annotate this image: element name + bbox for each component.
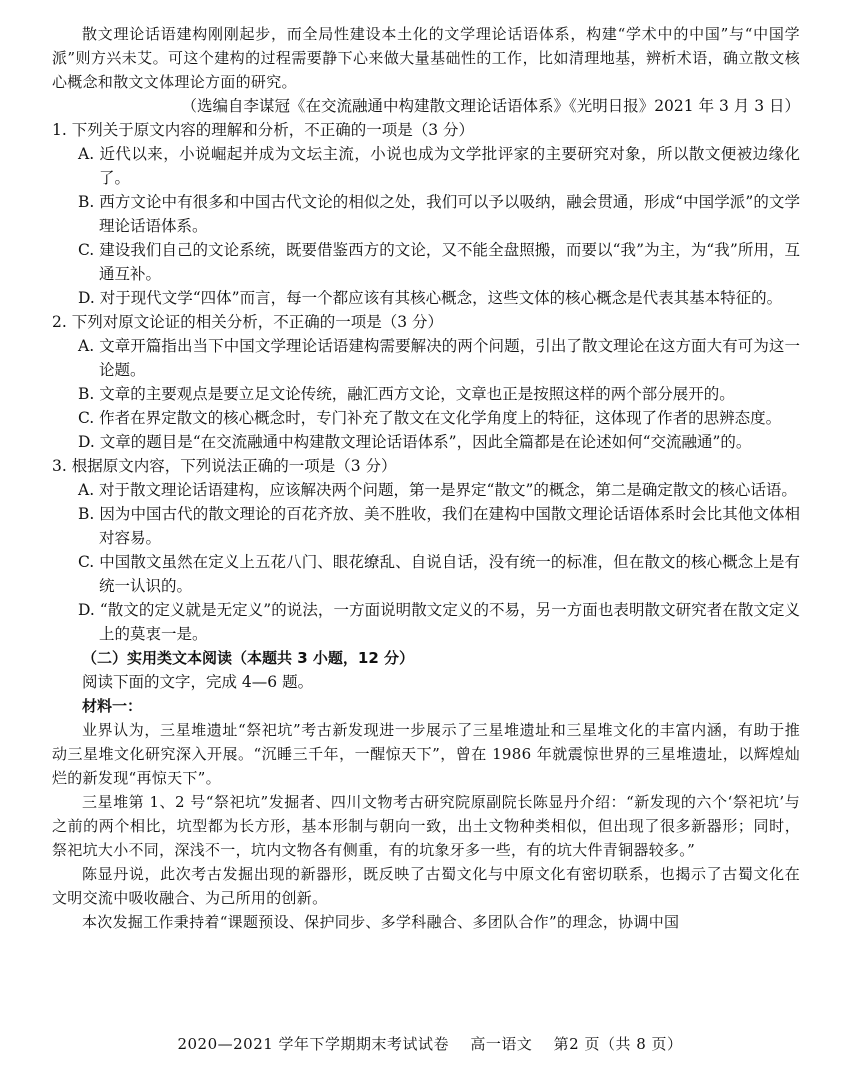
- material-label: 材料一：: [82, 697, 143, 715]
- option-c: C. 作者在界定散文的核心概念时，专门补充了散文在文化学角度上的特征，这体现了作者的思辨态度。: [78, 409, 782, 427]
- option-d: D. “散文的定义就是无定义”的说法，一方面说明散文定义的不易，另一方面也表明散文研究者在散文定义上的莫衷一是。: [78, 601, 800, 643]
- question-3: [52, 454, 800, 646]
- question-1: [52, 118, 800, 310]
- page-footer: [0, 1032, 860, 1056]
- footer-page-number: 第2 页（共 8 页）: [553, 1035, 683, 1053]
- source-citation: （选编自李谋冠《在交流融通中构建散文理论话语体系》《光明日报》2021 年 3 月 3 日）: [181, 97, 800, 115]
- option-a: A. 对于散文理论话语建构，应该解决两个问题，第一是界定“散文”的概念，第二是确定散文的核心话语。: [78, 481, 797, 499]
- material-paragraph: 陈显丹说，此次考古发掘出现的新器形，既反映了古蜀文化与中原文化有密切联系，也揭示了古蜀文化在文明交流中吸收融合、为己所用的创新。: [52, 865, 800, 907]
- intro-paragraph: 散文理论话语建构刚刚起步，而全局性建设本土化的文学理论话语体系，构建“学术中的中国”与“中国学派”则方兴未艾。可这个建构的过程需要静下心来做大量基础性的工作，比如清理地基，辨析术语，确立散文核心概念和散文文体理论方面的研究。: [52, 25, 800, 91]
- footer-subject: 高一语文: [470, 1035, 533, 1053]
- material-paragraph: 三星堆第 1、2 号“祭祀坑”发掘者、四川文物考古研究院原副院长陈显丹介绍：“新发现的六个‘祭祀坑’与之前的两个相比，坑型都为长方形，基本形制与朝向一致，出土文物种类相似，但出现了很多新器形；同时，祭祀坑大小不同，深浅不一，坑内文物各有侧重，有的坑象牙多一些，有的坑大件青铜器较多。”: [52, 793, 800, 859]
- option-d: D. 文章的题目是“在交流融通中构建散文理论话语体系”，因此全篇都是在论述如何“交流融通”的。: [78, 433, 752, 451]
- option-b: B. 文章的主要观点是要立足文论传统，融汇西方文论，文章也正是按照这样的两个部分展开的。: [78, 385, 735, 403]
- option-d: D. 对于现代文学“四体”而言，每一个都应该有其核心概念，这些文体的核心概念是代表其基本特征的。: [78, 289, 783, 307]
- question-stem: 1. 下列关于原文内容的理解和分析，不正确的一项是（3 分）: [52, 121, 475, 139]
- question-2: [52, 310, 800, 454]
- option-a: A. 文章开篇指出当下中国文学理论话语建构需要解决的两个问题，引出了散文理论在这方面大有可为这一论题。: [78, 337, 800, 379]
- option-c: C. 建设我们自己的文论系统，既要借鉴西方的文论，又不能全盘照搬，而要以“我”为主，为“我”所用，互通互补。: [78, 241, 800, 283]
- option-c: C. 中国散文虽然在定义上五花八门、眼花缭乱、自说自话，没有统一的标准，但在散文的核心概念上是有统一认识的。: [78, 553, 800, 595]
- question-stem: 2. 下列对原文论证的相关分析，不正确的一项是（3 分）: [52, 313, 444, 331]
- question-stem: 3. 根据原文内容，下列说法正确的一项是（3 分）: [52, 457, 397, 475]
- section-heading: （二）实用类文本阅读（本题共 3 小题，12 分）: [82, 649, 414, 667]
- footer-exam-title: 2020—2021 学年下学期期末考试试卷: [177, 1035, 450, 1053]
- material-paragraph: 业界认为，三星堆遗址“祭祀坑”考古新发现进一步展示了三星堆遗址和三星堆文化的丰富内涵，有助于推动三星堆文化研究深入开展。“沉睡三千年，一醒惊天下”，曾在 1986 年就震惊世界的三星堆遗址，以辉煌灿烂的新发现“再惊天下”。: [52, 721, 800, 787]
- section-instruction: 阅读下面的文字，完成 4—6 题。: [82, 673, 314, 691]
- material-paragraph: 本次发掘工作秉持着“课题预设、保护同步、多学科融合、多团队合作”的理念，协调中国: [82, 913, 680, 931]
- option-a: A. 近代以来，小说崛起并成为文坛主流，小说也成为文学批评家的主要研究对象，所以散文便被边缘化了。: [78, 145, 800, 187]
- option-b: B. 西方文论中有很多和中国古代文论的相似之处，我们可以予以吸纳，融会贯通，形成“中国学派”的文学理论话语体系。: [78, 193, 800, 235]
- option-b: B. 因为中国古代的散文理论的百花齐放、美不胜收，我们在建构中国散文理论话语体系时会比其他文体相对容易。: [78, 505, 800, 547]
